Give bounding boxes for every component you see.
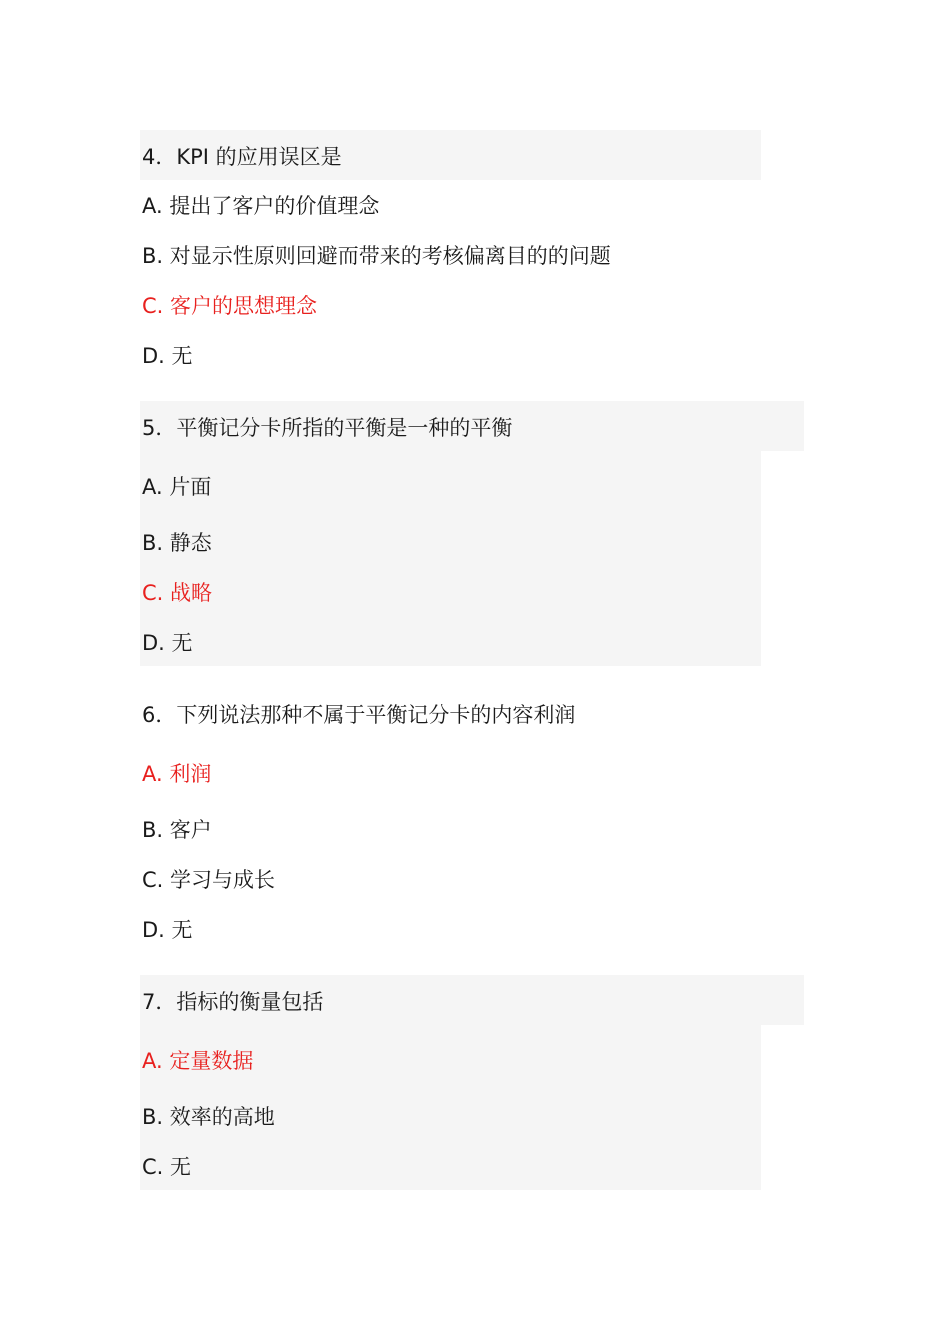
option-b: B. 效率的高地 (142, 1105, 275, 1129)
option-a: A. 提出了客户的价值理念 (142, 194, 380, 218)
option-c-correct: C. 战略 (142, 581, 213, 605)
option-d: D. 无 (142, 631, 193, 655)
option-c: C. 无 (142, 1155, 192, 1179)
question-title: 6．下列说法那种不属于平衡记分卡的内容利润 (142, 703, 576, 727)
q5-options-background (140, 451, 761, 666)
option-a: A. 片面 (142, 475, 212, 499)
question-title: 4．KPI 的应用误区是 (142, 145, 342, 169)
question-title: 7．指标的衡量包括 (142, 990, 324, 1014)
option-b: B. 对显示性原则回避而带来的考核偏离目的的问题 (142, 244, 611, 268)
option-b: B. 客户 (142, 818, 212, 842)
option-d: D. 无 (142, 344, 193, 368)
option-c: C. 学习与成长 (142, 868, 276, 892)
option-b: B. 静态 (142, 531, 212, 555)
question-title: 5．平衡记分卡所指的平衡是一种的平衡 (142, 416, 513, 440)
option-c-correct: C. 客户的思想理念 (142, 294, 318, 318)
option-d: D. 无 (142, 918, 193, 942)
option-a-correct: A. 定量数据 (142, 1049, 254, 1073)
option-a-correct: A. 利润 (142, 762, 212, 786)
